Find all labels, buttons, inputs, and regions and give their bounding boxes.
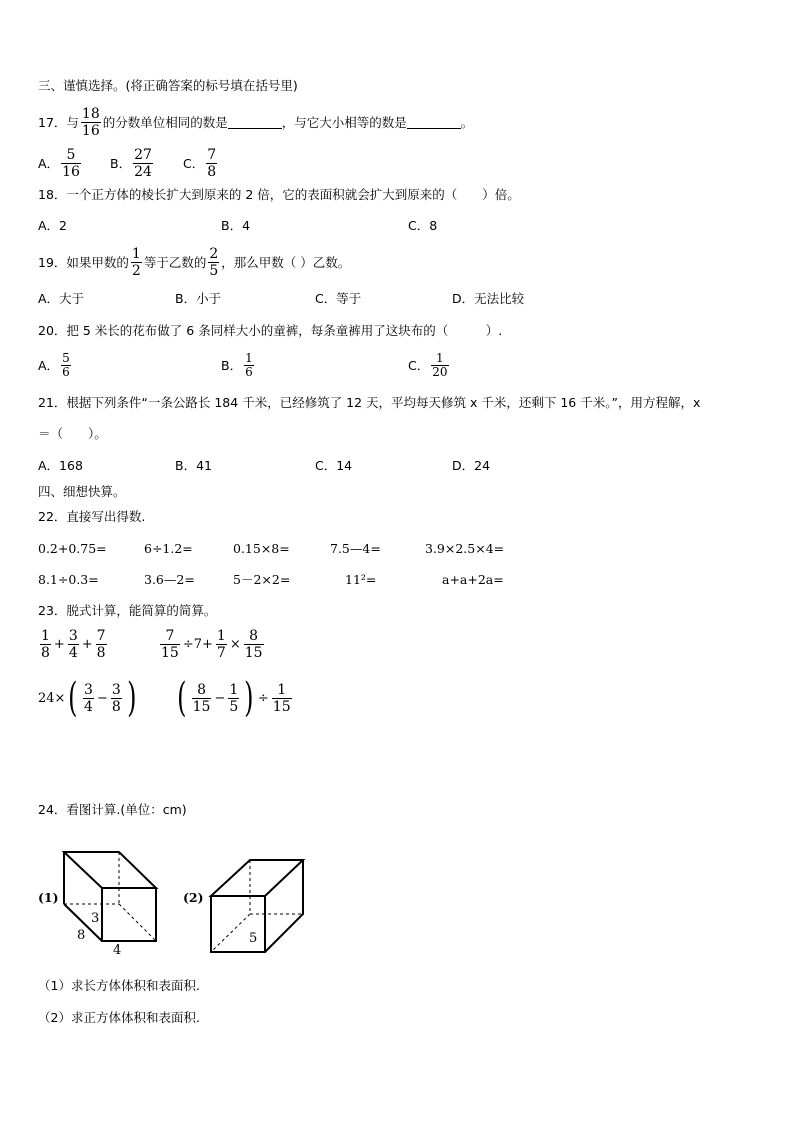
cuboid-width-label: 8 bbox=[77, 928, 86, 943]
answer-blank[interactable] bbox=[228, 116, 282, 129]
mental-calc-item: 0.2+0.75= bbox=[38, 541, 107, 556]
q17-option-c: C． 7 8 bbox=[183, 147, 217, 180]
q20-option-a: A． 5 6 bbox=[38, 351, 70, 379]
q19-option-c: C．等于 bbox=[315, 291, 362, 306]
question-18: 18．一个正方体的棱长扩大到原来的 2 倍，它的表面积就会扩大到原来的（ ）倍。 bbox=[38, 187, 520, 202]
section-heading-4: 四、细想快算。 bbox=[38, 484, 126, 499]
q21-option-a: A．168 bbox=[38, 458, 83, 473]
cube-figure bbox=[208, 856, 312, 956]
figure-2-label: (2) bbox=[183, 890, 204, 905]
question-24-sub-2: （2）求正方体体积和表面积. bbox=[38, 1010, 200, 1025]
q21-option-b: B．41 bbox=[175, 458, 212, 473]
question-24-title: 24．看图计算.(单位：cm) bbox=[38, 802, 187, 817]
question-19: 19．如果甲数的 1 2 等于乙数的 2 5 ，那么甲数（ ）乙数。 bbox=[38, 246, 351, 279]
mental-calc-item: 5－2×2= bbox=[233, 572, 291, 587]
question-22-title: 22．直接写出得数. bbox=[38, 509, 146, 524]
cuboid-figure bbox=[60, 846, 164, 954]
q17-option-b: B． 27 24 bbox=[110, 147, 152, 180]
mental-calc-item: 0.15×8= bbox=[233, 541, 290, 556]
expression-4: ( 8 15 − $\frac{1}{5}$ ) ÷ $\frac{1}{15}$ bbox=[177, 675, 291, 721]
section-heading-3: 三、谨慎选择。(将正确答案的标号填在括号里) bbox=[38, 78, 298, 93]
cuboid-length-label: 4 bbox=[113, 943, 122, 954]
q19-option-b: B．小于 bbox=[175, 291, 222, 306]
q21-option-c: C．14 bbox=[315, 458, 353, 473]
question-24-sub-1: （1）求长方体体积和表面积. bbox=[38, 978, 200, 993]
mental-calc-item: 3.6—2= bbox=[144, 572, 195, 587]
q18-option-a: A．2 bbox=[38, 218, 68, 233]
question-20: 20．把 5 米长的花布做了 6 条同样大小的童裤，每条童裤用了这块布的（ ）. bbox=[38, 323, 503, 338]
q17-number: 17．与 bbox=[38, 114, 79, 130]
mental-calc-item: 11²= bbox=[345, 572, 377, 587]
answer-blank[interactable] bbox=[407, 116, 461, 129]
q17-end: 。 bbox=[460, 114, 474, 130]
mental-calc-item: a+a+2a= bbox=[442, 572, 504, 587]
q17-option-a: A． 5 16 bbox=[38, 147, 80, 180]
q19-option-d: D．无法比较 bbox=[452, 291, 525, 306]
q20-option-b: B． 1 6 bbox=[221, 351, 253, 379]
q17-text-1: 的分数单位相同的数是 bbox=[102, 114, 228, 130]
mental-calc-item: 6÷1.2= bbox=[144, 541, 193, 556]
q17-fraction: 18 16 bbox=[81, 106, 100, 139]
mental-calc-item: 8.1÷0.3= bbox=[38, 572, 99, 587]
expression-2: $\frac{7}{15}$ ÷7+ $\frac{1}{7}$ × $\frac{8}{15}$ bbox=[161, 628, 263, 661]
question-23-title: 23．脱式计算，能简算的简算。 bbox=[38, 603, 217, 618]
cuboid-height-label: 3 bbox=[91, 911, 100, 926]
q21-option-d: D．24 bbox=[452, 458, 491, 473]
question-21-line-2: ＝（ ）。 bbox=[38, 426, 107, 441]
q18-option-b: B．4 bbox=[221, 218, 251, 233]
q18-option-c: C．8 bbox=[408, 218, 438, 233]
cube-edge-label: 5 bbox=[249, 931, 258, 946]
question-21-line-1: 21．根据下列条件“一条公路长 184 千米，已经修筑了 12 天，平均每天修筑 x 千米，还剩下 16 千米。”，用方程解，x bbox=[38, 395, 701, 410]
mental-calc-item: 3.9×2.5×4= bbox=[425, 541, 505, 556]
question-17 bbox=[38, 106, 473, 139]
q19-option-a: A．大于 bbox=[38, 291, 85, 306]
mental-calc-item: 7.5—4= bbox=[330, 541, 381, 556]
expression-1: 1 8 + $\frac{3}{4}$ + $\frac{7}{8}$ bbox=[41, 628, 106, 661]
q20-option-c: C． 1 20 bbox=[408, 351, 448, 379]
expression-3: 24× ( 3 4 − $\frac{3}{8}$ ) bbox=[38, 675, 137, 721]
figure-1-label: (1) bbox=[38, 890, 59, 905]
q17-text-2: ，与它大小相等的数是 bbox=[281, 114, 407, 130]
